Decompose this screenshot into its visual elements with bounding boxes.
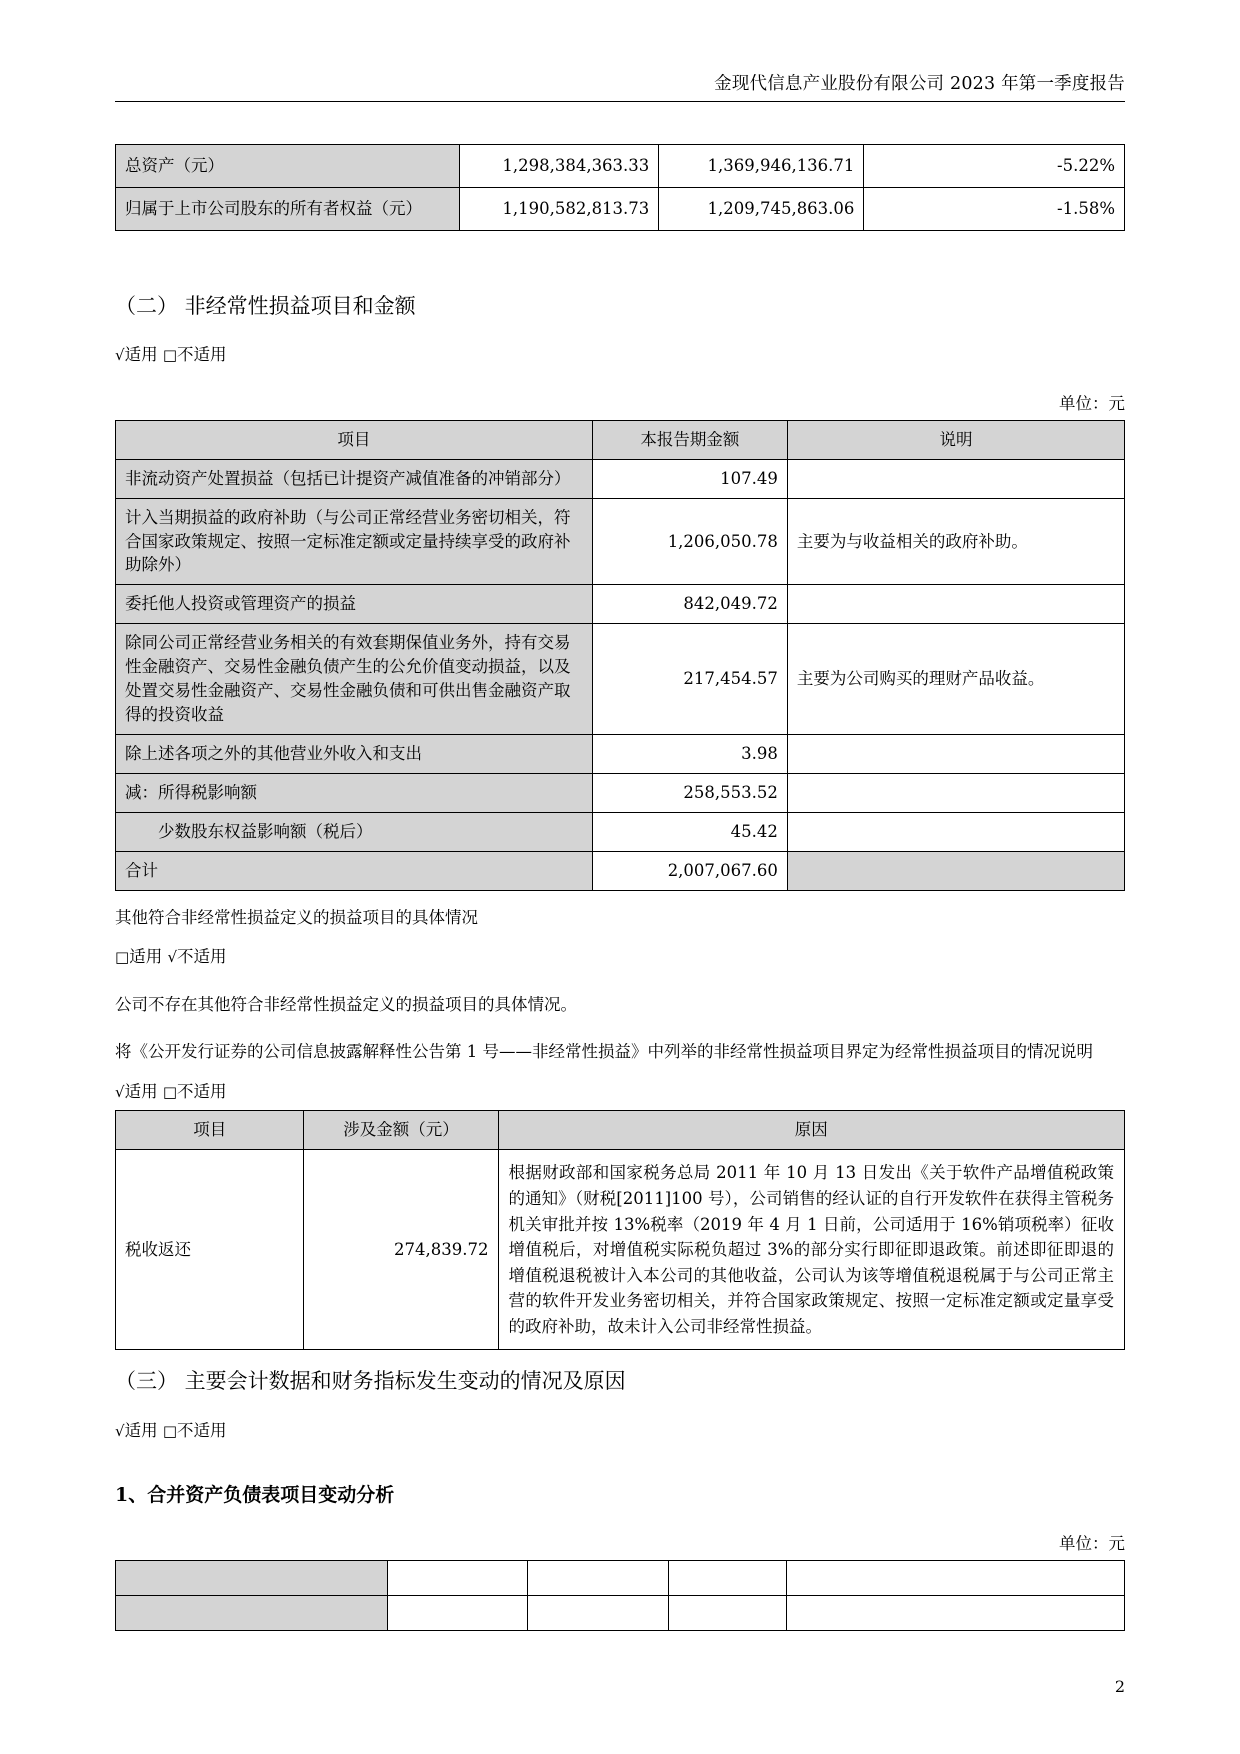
applicability-line-other-items: [115, 944, 1125, 970]
column-header-amount: 本报告期金额: [592, 420, 787, 459]
column-header-item: 项目: [116, 1111, 304, 1150]
applicability-line-reclassified: [115, 1079, 1125, 1105]
applicability-label-not-applicable: 不适用: [177, 345, 227, 365]
applicability-label-not-applicable: 不适用: [177, 1420, 227, 1440]
table-row: [116, 1150, 1125, 1350]
nonrecurring-note-5: [787, 773, 1124, 812]
running-header: [115, 0, 1125, 102]
balance-sheet-change-table: [115, 1560, 1125, 1631]
nonrecurring-items-table: [115, 420, 1125, 891]
table-row-total: [116, 851, 1125, 890]
tax-amount-0: 274,839.72: [304, 1150, 498, 1350]
kpi-label-total-assets: 总资产（元）: [116, 144, 460, 187]
nonrecurring-note-4: [787, 734, 1124, 773]
balance-header-cell-0: [116, 1560, 388, 1595]
nonrecurring-amount-4: 3.98: [592, 734, 787, 773]
table-row: [116, 144, 1125, 187]
table-row: [116, 624, 1125, 735]
kpi-previous-total-assets: 1,369,946,136.71: [659, 144, 864, 187]
nonrecurring-item-1: 计入当期损益的政府补助（与公司正常经营业务密切相关，符合国家政策规定、按照一定标准定额或定量持续享受的政府补助除外）: [116, 498, 593, 585]
nonrecurring-item-0: 非流动资产处置损益（包括已计提资产减值准备的冲销部分）: [116, 459, 593, 498]
kpi-current-equity: 1,190,582,813.73: [459, 187, 659, 230]
kpi-previous-equity: 1,209,745,863.06: [659, 187, 864, 230]
checkbox-checked-icon[interactable]: √: [115, 1421, 125, 1440]
other-items-title: 其他符合非经常性损益定义的损益项目的具体情况: [115, 907, 478, 927]
table-header-row: [116, 1560, 1125, 1595]
nonrecurring-note-0: [787, 459, 1124, 498]
table-row: [116, 773, 1125, 812]
table-header-row: [116, 420, 1125, 459]
nonrecurring-note-1: 主要为与收益相关的政府补助。: [787, 498, 1124, 585]
checkbox-empty-icon[interactable]: □: [162, 346, 177, 365]
table-row: [116, 498, 1125, 585]
column-header-item: 项目: [116, 420, 593, 459]
nonrecurring-item-4: 除上述各项之外的其他营业外收入和支出: [116, 734, 593, 773]
balance-cell-0-2: [528, 1595, 669, 1630]
nonrecurring-amount-0: 107.49: [592, 459, 787, 498]
table-row: [116, 1595, 1125, 1630]
balance-header-cell-1: [387, 1560, 528, 1595]
applicability-label-applicable: 适用: [124, 1081, 158, 1101]
page-number: 2: [1114, 1677, 1125, 1696]
nonrecurring-amount-3: 217,454.57: [592, 624, 787, 735]
nonrecurring-item-total: 合计: [116, 851, 593, 890]
nonrecurring-item-3: 除同公司正常经营业务相关的有效套期保值业务外，持有交易性金融资产、交易性金融负债产生的公允价值变动损益，以及处置交易性金融资产、交易性金融负债和可供出售金融资产取得的投资收益: [116, 624, 593, 735]
applicability-label-applicable: 适用: [124, 345, 158, 365]
balance-header-cell-4: [786, 1560, 1124, 1595]
section-heading-three: （三） 主要会计数据和财务指标发生变动的情况及原因: [115, 1369, 626, 1394]
checkbox-empty-icon[interactable]: □: [162, 1082, 177, 1101]
header-divider: [115, 101, 1125, 102]
nonrecurring-note-6: [787, 812, 1124, 851]
nonrecurring-amount-2: 842,049.72: [592, 585, 787, 624]
checkbox-checked-icon[interactable]: √: [115, 346, 125, 365]
nonrecurring-note-3: 主要为公司购买的理财产品收益。: [787, 624, 1124, 735]
section-heading-two: （二） 非经常性损益项目和金额: [115, 293, 416, 318]
tax-item-0: 税收返还: [116, 1150, 304, 1350]
balance-cell-0-3: [669, 1595, 787, 1630]
table-row: [116, 585, 1125, 624]
nonrecurring-item-2: 委托他人投资或管理资产的损益: [116, 585, 593, 624]
running-header-title: 金现代信息产业股份有限公司 2023 年第一季度报告: [714, 74, 1125, 94]
applicability-line-section-two: [115, 342, 1125, 368]
tax-reason-0: 根据财政部和国家税务总局 2011 年 10 月 13 日发出《关于软件产品增值税政策的通知》（财税[2011]100 号），公司销售的经认证的自行开发软件在获得主管税务机关审批并按 13%税率（2019 年 4 月 1 日前，公司适用于 16%销项税率）征收增值税后，对增值税实际税负超过 3%的部分实行即征即退政策。前述即征即退的增值税退税被计入本公司的其他收益，公司认为该等增值税退税属于与公司正常主营的软件开发业务密切相关，并符合国家政策规定、按照一定标准定额或定量享受的政府补助，故未计入公司非经常性损益。: [498, 1150, 1124, 1350]
nonrecurring-item-6: 少数股东权益影响额（税后）: [116, 812, 593, 851]
key-financial-indicators-table: [115, 144, 1125, 231]
column-header-amount: 涉及金额（元）: [304, 1111, 498, 1150]
column-header-note: 说明: [787, 420, 1124, 459]
balance-header-cell-3: [669, 1560, 787, 1595]
balance-cell-0-1: [387, 1595, 528, 1630]
applicability-label-not-applicable: 不适用: [177, 947, 227, 967]
table-row: [116, 187, 1125, 230]
kpi-change-equity: -1.58%: [864, 187, 1125, 230]
subsection-heading-balance-sheet: 1、合并资产负债表项目变动分析: [115, 1484, 395, 1507]
balance-header-cell-2: [528, 1560, 669, 1595]
unit-label-nonrecurring: 单位：元: [1059, 393, 1125, 413]
applicability-label-applicable: 适用: [129, 947, 163, 967]
table-header-row: [116, 1111, 1125, 1150]
checkbox-empty-icon[interactable]: □: [162, 1421, 177, 1440]
nonrecurring-amount-5: 258,553.52: [592, 773, 787, 812]
tax-rebate-table: [115, 1110, 1125, 1350]
kpi-change-total-assets: -5.22%: [864, 144, 1125, 187]
checkbox-empty-icon[interactable]: □: [115, 948, 130, 967]
nonrecurring-amount-6: 45.42: [592, 812, 787, 851]
nonrecurring-amount-total: 2,007,067.60: [592, 851, 787, 890]
nonrecurring-note-2: [787, 585, 1124, 624]
applicability-label-not-applicable: 不适用: [177, 1081, 227, 1101]
balance-cell-0-0: [116, 1595, 388, 1630]
unit-label-balance-sheet: 单位：元: [1059, 1533, 1125, 1553]
table-row: [116, 734, 1125, 773]
balance-cell-0-4: [786, 1595, 1124, 1630]
reclassified-intro: 将《公开发行证券的公司信息披露解释性公告第 1 号——非经常性损益》中列举的非经常性损益项目界定为经常性损益项目的情况说明: [115, 1042, 1093, 1062]
nonrecurring-amount-1: 1,206,050.78: [592, 498, 787, 585]
applicability-label-applicable: 适用: [124, 1420, 158, 1440]
kpi-label-equity: 归属于上市公司股东的所有者权益（元）: [116, 187, 460, 230]
nonrecurring-note-total: [787, 851, 1124, 890]
table-row: [116, 812, 1125, 851]
applicability-line-section-three: [115, 1418, 1125, 1444]
kpi-current-total-assets: 1,298,384,363.33: [459, 144, 659, 187]
nonrecurring-item-5: 减：所得税影响额: [116, 773, 593, 812]
table-row: [116, 459, 1125, 498]
checkbox-checked-icon[interactable]: √: [115, 1082, 125, 1101]
column-header-reason: 原因: [498, 1111, 1124, 1150]
other-items-body: 公司不存在其他符合非经常性损益定义的损益项目的具体情况。: [115, 994, 577, 1014]
checkbox-checked-icon[interactable]: √: [167, 948, 177, 967]
